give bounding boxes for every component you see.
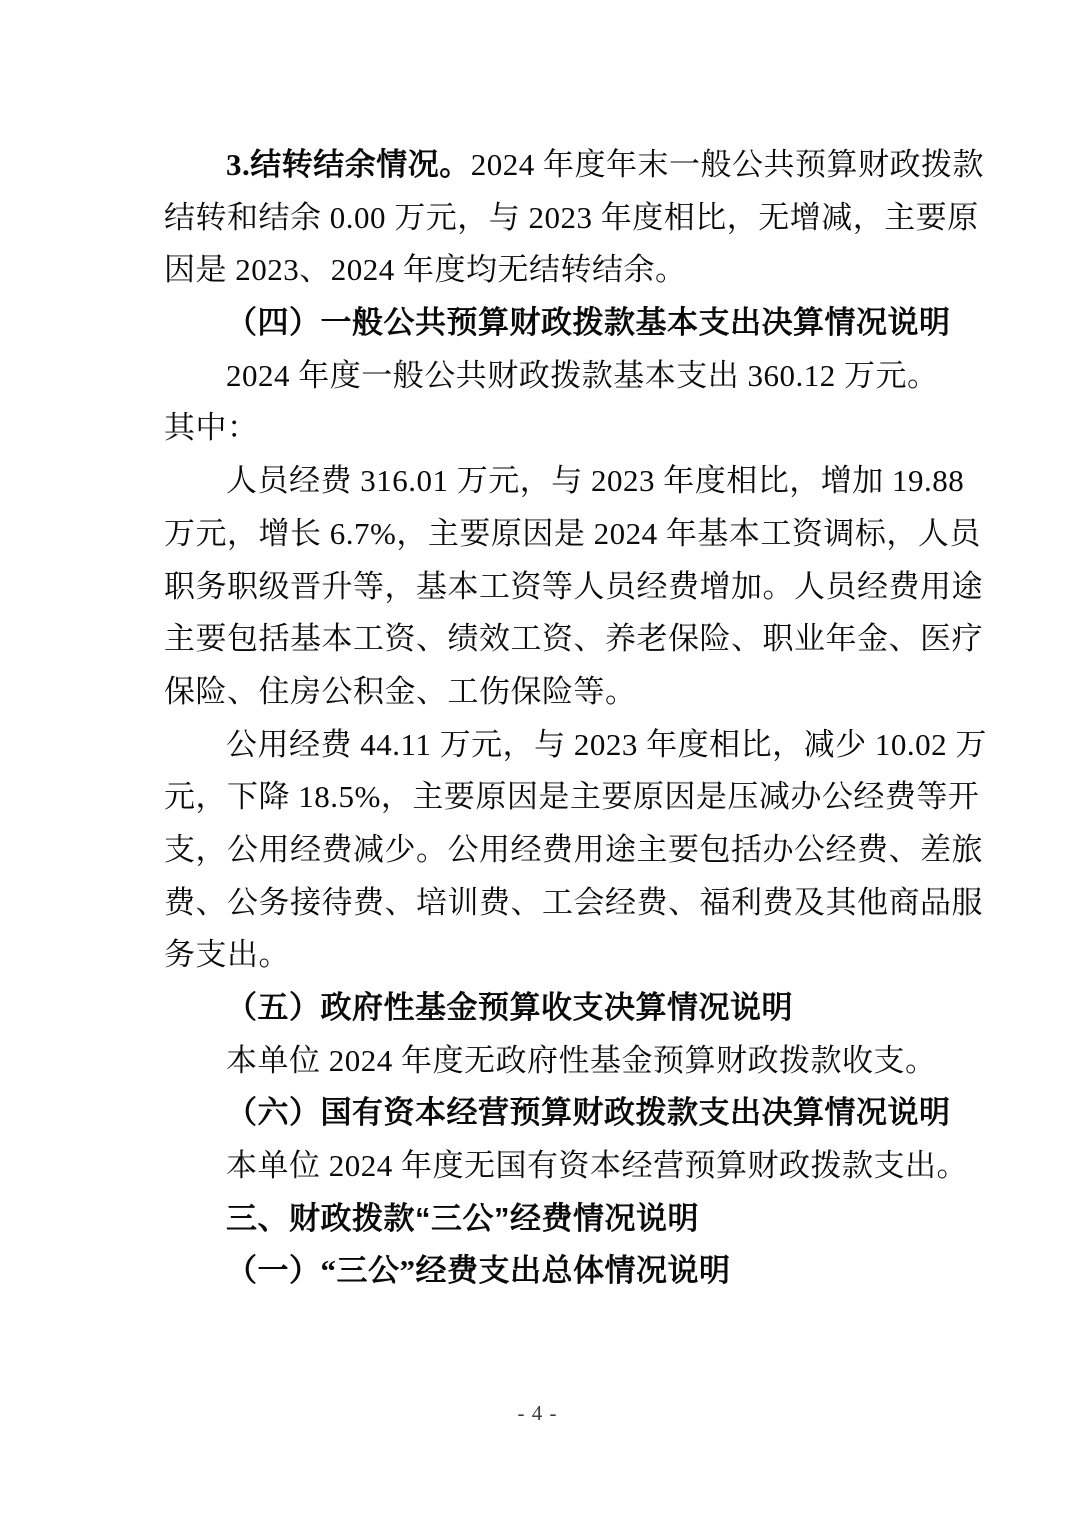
text-run: 主要包括基本工资、绩效工资、养老保险、职业年金、医疗 [164, 621, 983, 657]
heading-line [164, 1245, 924, 1298]
text-line [164, 719, 987, 772]
text-run: 2024 年度年末一般公共预算财政拨款 [470, 147, 984, 182]
text-run: 公用经费 44.11 万元，与 2023 年度相比，减少 10.02 万 [226, 726, 987, 762]
text-run: 其中： [164, 410, 259, 446]
text-run: 结转和结余 0.00 万元，与 2023 年度相比，无增减，主要原 [164, 199, 979, 235]
text-line [164, 929, 924, 982]
page-number: - 4 - [517, 1401, 558, 1425]
text-line [164, 1035, 937, 1088]
document-body [164, 139, 987, 1298]
heading-line [164, 1193, 924, 1246]
text-line [164, 455, 965, 508]
text-run: 本单位 2024 年度无国有资本经营预算财政拨款支出。 [226, 1148, 968, 1184]
text-line [164, 824, 983, 877]
text-run: 支，公用经费减少。公用经费用途主要包括办公经费、差旅 [164, 831, 983, 867]
text-line [164, 613, 983, 666]
text-run: 元，下降 18.5%，主要原因是主要原因是压减办公经费等开 [164, 779, 980, 815]
text-run: 3.结转结余情况。 [226, 147, 471, 182]
text-run: 职务职级晋升等，基本工资等人员经费增加。人员经费用途 [164, 568, 983, 604]
text-line [164, 666, 924, 719]
text-run: （一）“三公”经费支出总体情况说明 [226, 1253, 731, 1289]
text-run: 因是 2023、2024 年度均无结转结余。 [164, 252, 687, 288]
heading-line [164, 1087, 951, 1140]
text-run: 费、公务接待费、培训费、工会经费、福利费及其他商品服 [164, 884, 983, 920]
text-line [164, 244, 924, 297]
text-line [164, 877, 983, 930]
text-run: 三、财政拨款“三公”经费情况说明 [226, 1200, 699, 1236]
text-line [164, 1140, 968, 1193]
text-line [164, 192, 979, 245]
text-run: （五）政府性基金预算收支决算情况说明 [226, 990, 793, 1025]
text-run: 务支出。 [164, 937, 290, 973]
text-line [164, 139, 984, 192]
text-line [164, 561, 983, 614]
text-run: 保险、住房公积金、工伤保险等。 [164, 673, 637, 709]
text-line [164, 402, 924, 455]
text-line [164, 771, 980, 824]
text-run: 万元，增长 6.7%，主要原因是 2024 年基本工资调标，人员 [164, 515, 981, 551]
text-run: 人员经费 316.01 万元，与 2023 年度相比，增加 19.88 [226, 463, 965, 499]
text-line [164, 508, 981, 561]
text-run: （六）国有资本经营预算财政拨款支出决算情况说明 [226, 1095, 951, 1131]
text-line [164, 350, 939, 403]
text-run: （四）一般公共预算财政拨款基本支出决算情况说明 [226, 305, 951, 341]
text-run: 本单位 2024 年度无政府性基金预算财政拨款收支。 [226, 1042, 937, 1078]
heading-line [164, 297, 951, 350]
heading-line [164, 982, 924, 1035]
text-run: 2024 年度一般公共财政拨款基本支出 360.12 万元。 [226, 357, 939, 393]
page-footer [0, 1398, 1075, 1428]
